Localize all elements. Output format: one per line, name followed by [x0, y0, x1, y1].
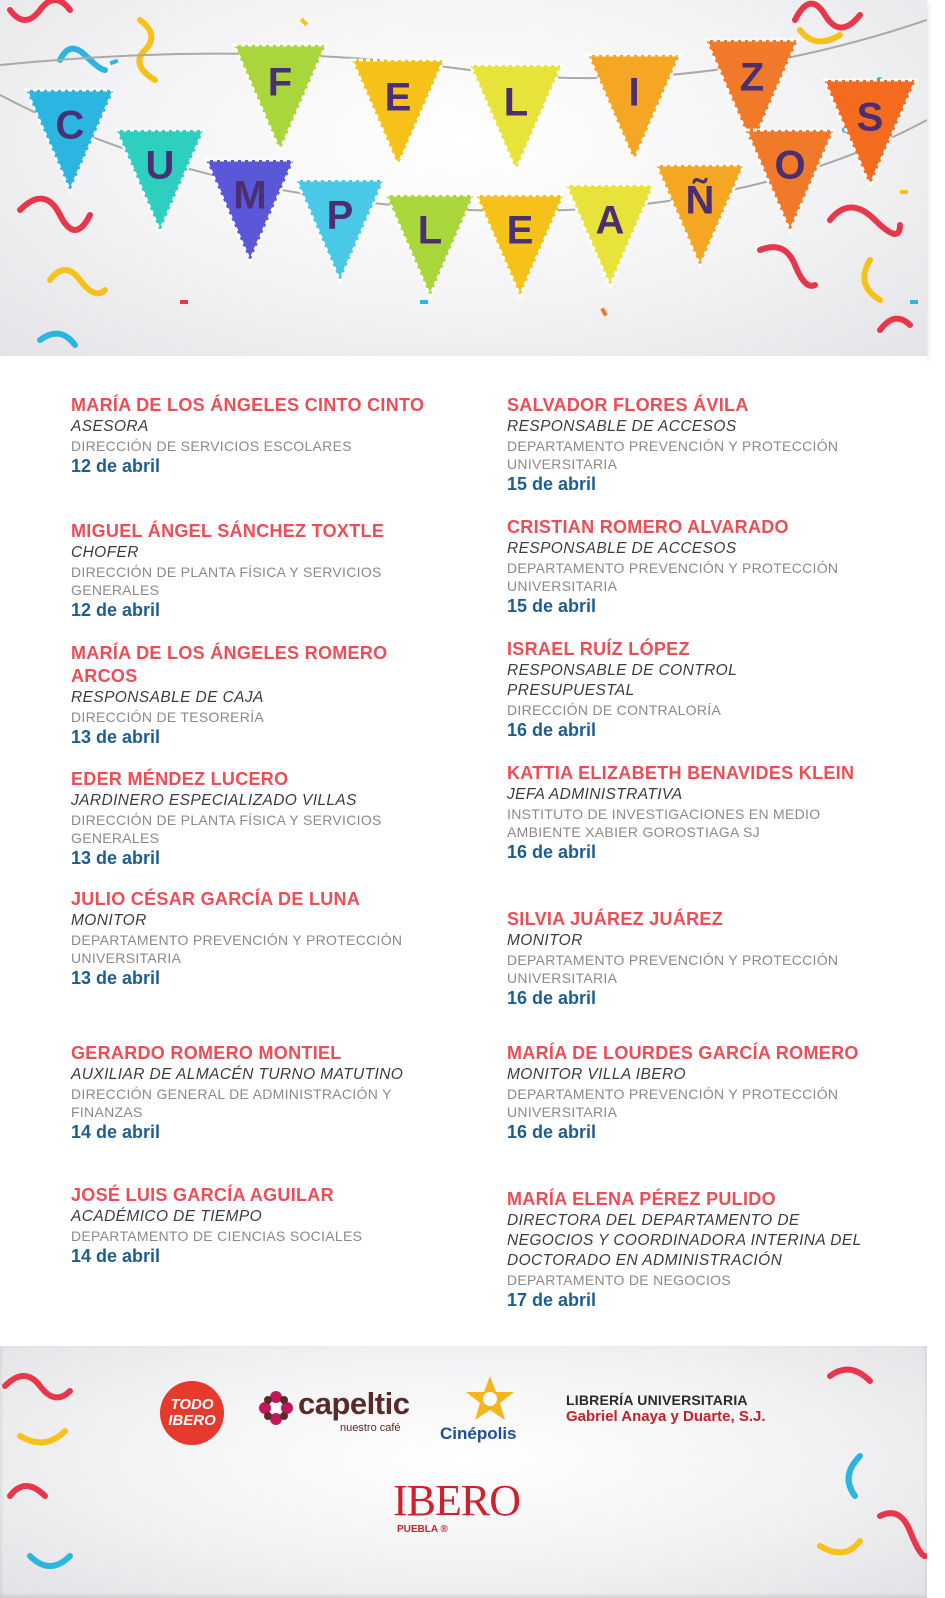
birthday-date: 17 de abril: [507, 1290, 597, 1310]
birthday-date: 14 de abril: [71, 1246, 161, 1266]
person-name: EDER MÉNDEZ LUCERO: [71, 769, 289, 789]
birthday-entry: [71, 394, 431, 477]
banner-letter: E: [506, 208, 534, 253]
department: DEPARTAMENTO DE CIENCIAS SOCIALES: [71, 1228, 363, 1244]
department: INSTITUTO DE INVESTIGACIONES EN MEDIO AMBIENTE XABIER GOROSTIAGA SJ: [507, 806, 821, 840]
banner-letter: A: [595, 198, 625, 243]
cinepolis-logo: Cinépolis: [440, 1374, 540, 1446]
birthday-date: 13 de abril: [71, 727, 161, 747]
birthday-date: 16 de abril: [507, 1122, 597, 1142]
banner-letter: Z: [739, 55, 765, 100]
birthday-date: 16 de abril: [507, 842, 597, 862]
star-icon: [460, 1374, 520, 1424]
birthday-entry: [71, 520, 431, 621]
person-name: ISRAEL RUÍZ LÓPEZ: [507, 639, 690, 659]
birthday-date: 13 de abril: [71, 848, 161, 868]
banner-letter: L: [503, 80, 529, 125]
birthday-date: 15 de abril: [507, 596, 597, 616]
todo-ibero-logo: TODO IBERO: [160, 1381, 224, 1445]
confetti-decoration: [0, 0, 927, 356]
department: DIRECCIÓN DE PLANTA FÍSICA Y SERVICIOS GENERALES: [71, 812, 382, 846]
job-title: RESPONSABLE DE ACCESOS: [507, 418, 737, 435]
department: DIRECCIÓN DE PLANTA FÍSICA Y SERVICIOS GENERALES: [71, 564, 382, 598]
libreria-logo: LIBRERÍA UNIVERSITARIA Gabriel Anaya y Duarte, S.J.: [566, 1392, 766, 1425]
job-title: DIRECTORA DEL DEPARTAMENTO DE NEGOCIOS Y COORDINADORA INTERINA DEL DOCTORADO EN ADMINISTRACIÓN: [507, 1212, 862, 1269]
birthday-date: 16 de abril: [507, 988, 597, 1008]
birthday-date: 13 de abril: [71, 968, 161, 988]
birthday-entry: [507, 394, 867, 495]
birthday-entry: [507, 516, 867, 617]
department: DEPARTAMENTO DE NEGOCIOS: [507, 1272, 731, 1288]
banner-letter: O: [774, 143, 806, 188]
header-banner: [0, 0, 927, 356]
person-name: MARÍA DE LOURDES GARCÍA ROMERO: [507, 1043, 859, 1063]
person-name: SALVADOR FLORES ÁVILA: [507, 395, 749, 415]
birthday-entry: [71, 642, 431, 748]
department: DEPARTAMENTO PREVENCIÓN Y PROTECCIÓN UNIVERSITARIA: [507, 560, 839, 594]
department: DIRECCIÓN DE CONTRALORÍA: [507, 702, 722, 718]
birthday-entry: [507, 638, 867, 741]
job-title: AUXILIAR DE ALMACÉN TURNO MATUTINO: [71, 1066, 404, 1083]
department: DIRECCIÓN GENERAL DE ADMINISTRACIÓN Y FINANZAS: [71, 1086, 392, 1120]
person-name: CRISTIAN ROMERO ALVARADO: [507, 517, 789, 537]
birthday-entry: [507, 908, 867, 1009]
job-title: JARDINERO ESPECIALIZADO VILLAS: [71, 792, 357, 809]
birthday-list: [0, 356, 927, 1346]
birthday-date: 12 de abril: [71, 600, 161, 620]
banner-letter: S: [856, 95, 884, 140]
birthday-entry: [71, 768, 431, 869]
flower-icon: [258, 1390, 294, 1426]
banner-letter: Ñ: [685, 178, 715, 223]
banner-letter: F: [267, 60, 293, 105]
job-title: MONITOR: [507, 932, 583, 949]
birthday-entry: [507, 762, 867, 863]
job-title: RESPONSABLE DE CONTROL PRESUPUESTAL: [507, 662, 737, 699]
job-title: JEFA ADMINISTRATIVA: [507, 786, 683, 803]
department: DEPARTAMENTO PREVENCIÓN Y PROTECCIÓN UNIVERSITARIA: [507, 438, 839, 472]
banner-letter: M: [233, 173, 267, 218]
banner-letter: C: [55, 103, 85, 148]
person-name: JOSÉ LUIS GARCÍA AGUILAR: [71, 1185, 334, 1205]
person-name: KATTIA ELIZABETH BENAVIDES KLEIN: [507, 763, 855, 783]
person-name: JULIO CÉSAR GARCÍA DE LUNA: [71, 889, 361, 909]
job-title: CHOFER: [71, 544, 139, 561]
job-title: RESPONSABLE DE CAJA: [71, 689, 264, 706]
person-name: MIGUEL ÁNGEL SÁNCHEZ TOXTLE: [71, 521, 385, 541]
birthday-entry: [507, 1042, 867, 1143]
birthday-entry: [71, 888, 431, 989]
job-title: ASESORA: [71, 418, 149, 435]
banner-letter: E: [384, 75, 412, 120]
birthday-entry: [71, 1042, 431, 1143]
banner-letter: P: [326, 193, 354, 238]
birthday-date: 15 de abril: [507, 474, 597, 494]
person-name: MARÍA DE LOS ÁNGELES CINTO CINTO: [71, 395, 425, 415]
department: DIRECCIÓN DE TESORERÍA: [71, 709, 265, 725]
banner-letter: U: [145, 143, 175, 188]
birthday-date: 12 de abril: [71, 456, 161, 476]
job-title: ACADÉMICO DE TIEMPO: [71, 1208, 263, 1225]
person-name: SILVIA JUÁREZ JUÁREZ: [507, 909, 724, 929]
job-title: MONITOR VILLA IBERO: [507, 1066, 687, 1083]
banner-letter: L: [417, 208, 443, 253]
banner-letter: I: [628, 70, 640, 115]
sponsors-footer: [0, 1346, 927, 1598]
capeltic-logo: capeltic nuestro café: [258, 1386, 418, 1436]
birthday-date: 16 de abril: [507, 720, 597, 740]
birthday-date: 14 de abril: [71, 1122, 161, 1142]
job-title: MONITOR: [71, 912, 147, 929]
department: DIRECCIÓN DE SERVICIOS ESCOLARES: [71, 438, 352, 454]
job-title: RESPONSABLE DE ACCESOS: [507, 540, 737, 557]
birthday-entry: [71, 1184, 431, 1267]
birthday-entry: [507, 1188, 867, 1311]
person-name: MARÍA DE LOS ÁNGELES ROMERO ARCOS: [71, 643, 388, 686]
ibero-logo: IBERO PUEBLA ®: [393, 1476, 520, 1535]
department: DEPARTAMENTO PREVENCIÓN Y PROTECCIÓN UNIVERSITARIA: [71, 932, 403, 966]
department: DEPARTAMENTO PREVENCIÓN Y PROTECCIÓN UNIVERSITARIA: [507, 952, 839, 986]
department: DEPARTAMENTO PREVENCIÓN Y PROTECCIÓN UNIVERSITARIA: [507, 1086, 839, 1120]
person-name: MARÍA ELENA PÉREZ PULIDO: [507, 1189, 776, 1209]
person-name: GERARDO ROMERO MONTIEL: [71, 1043, 342, 1063]
